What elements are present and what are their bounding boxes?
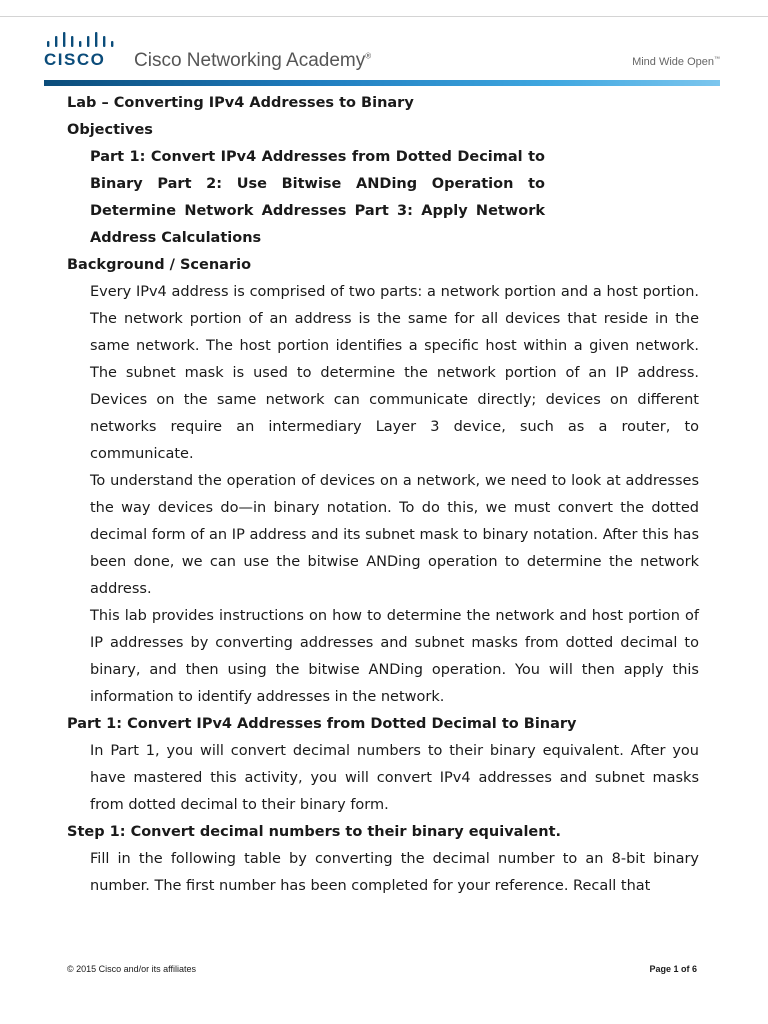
objectives-heading: Objectives: [67, 122, 153, 138]
objectives-list: Part 1: Convert IPv4 Addresses from Dotted Decimal to Binary Part 2: Use Bitwise ANDing Operation to Determine Network Addresses Part 3: Apply Network Address Calculations: [90, 149, 545, 246]
part1-heading: Part 1: Convert IPv4 Addresses from Dotted Decimal to Binary: [67, 716, 577, 732]
academy-title: [134, 50, 371, 72]
lab-title: Lab – Converting IPv4 Addresses to Binary: [67, 95, 414, 111]
document-body: [67, 90, 699, 900]
page-header: [44, 30, 720, 82]
cisco-bars-icon: [46, 32, 118, 50]
academy-trademark: ®: [365, 51, 372, 61]
part1-paragraph: In Part 1, you will convert decimal numbers to their binary equivalent. After you have mastered this activity, you will convert IPv4 addresses and subnet masks from dotted decimal to their binary form.: [90, 743, 699, 813]
background-paragraph-1: Every IPv4 address is comprised of two parts: a network portion and a host portion. The network portion of an address is the same for all devices that reside in the same network. The host portion identifies a specific host within a given network. The subnet mask is used to determine the network portion of an IP address. Devices on the same network can communicate directly; devices on different networks require an intermediary Layer 3 device, such as a router, to communicate.: [90, 284, 699, 462]
top-rule: [0, 16, 768, 17]
tagline: [632, 56, 720, 68]
brand-gradient-bar: [44, 80, 720, 86]
copyright: © 2015 Cisco and/or its affiliates: [67, 964, 197, 974]
background-heading: Background / Scenario: [67, 257, 252, 273]
cisco-logo: [44, 30, 124, 70]
cisco-wordmark: CISCO: [44, 50, 106, 69]
tagline-mark: ™: [714, 56, 720, 63]
background-paragraph-2: To understand the operation of devices on a network, we need to look at addresses the way devices do—in binary notation. To do this, we must convert the dotted decimal form of an IP address and its subnet mask to binary notation. After this has been done, we can use the bitwise ANDing operation to determine the network address.: [90, 473, 699, 597]
step1-paragraph: Fill in the following table by converting the decimal number to an 8-bit binary number. The first number has been completed for your reference. Recall that: [90, 851, 699, 894]
step1-heading: Step 1: Convert decimal numbers to their binary equivalent.: [67, 824, 562, 840]
background-paragraph-3: This lab provides instructions on how to determine the network and host portion of IP addresses by converting addresses and subnet masks from dotted decimal to binary, and then using the bitwise ANDing operation. You will then apply this information to identify addresses in the network.: [90, 608, 699, 705]
academy-name: Cisco Networking Academy: [134, 50, 366, 71]
page-footer: [67, 964, 699, 978]
tagline-text: Mind Wide Open: [632, 56, 714, 68]
page-number: Page 1 of 6: [649, 964, 697, 974]
